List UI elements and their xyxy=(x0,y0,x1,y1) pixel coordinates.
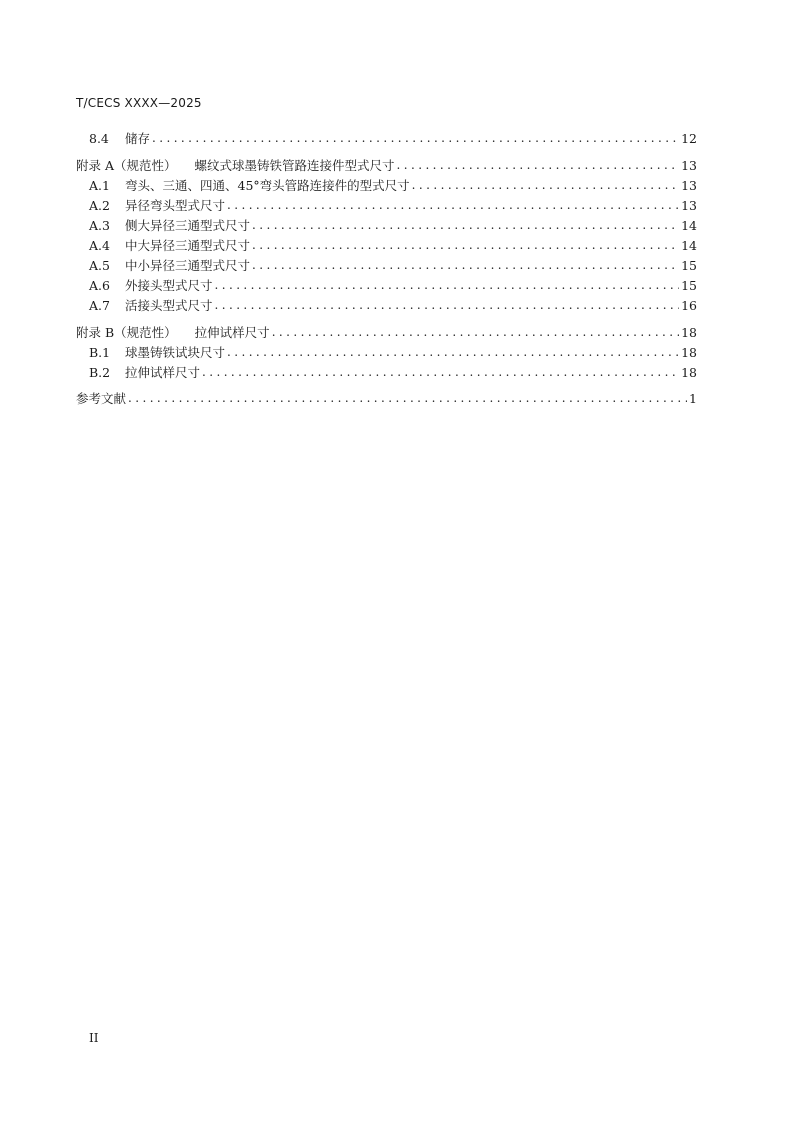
toc-leader-dots xyxy=(202,367,679,379)
toc-entry-title: 中大异径三通型式尺寸 xyxy=(125,238,251,253)
toc-entry-title: 活接头型式尺寸 xyxy=(125,298,213,313)
toc-entry-page: 14 xyxy=(681,238,697,253)
toc-leader-dots xyxy=(397,160,680,172)
toc-entry-title: 外接头型式尺寸 xyxy=(125,278,213,293)
toc-entry-a-4[interactable] xyxy=(89,238,697,254)
toc-entry-a-2[interactable] xyxy=(89,198,697,214)
toc-entry-references[interactable] xyxy=(76,391,697,407)
toc-entry-b-1[interactable] xyxy=(89,345,697,361)
toc-entry-title: 储存 xyxy=(125,131,151,146)
toc-leader-dots xyxy=(272,327,679,339)
toc-entry-page: 1 xyxy=(689,391,697,406)
toc-entry-number: A.4 xyxy=(89,238,110,253)
toc-entry-number: A.5 xyxy=(89,258,110,273)
toc-entry-number: A.2 xyxy=(89,198,110,213)
toc-entry-title: 参考文献 xyxy=(76,391,127,406)
toc-entry-number: 附录 B（规范性） xyxy=(76,325,177,340)
toc-entry-page: 15 xyxy=(681,258,697,273)
toc-leader-dots xyxy=(252,240,679,252)
toc-entry-page: 16 xyxy=(681,298,697,313)
toc-entry-a-1[interactable] xyxy=(89,178,697,194)
toc-entry-b-2[interactable] xyxy=(89,365,697,381)
toc-leader-dots xyxy=(412,180,679,192)
toc-entry-page: 13 xyxy=(681,178,697,193)
toc-entry-page: 18 xyxy=(681,365,697,380)
toc-entry-title: 侧大异径三通型式尺寸 xyxy=(125,218,251,233)
toc-entry-page: 13 xyxy=(681,158,697,173)
toc-entry-number: B.2 xyxy=(89,365,111,380)
toc-entry-page: 14 xyxy=(681,218,697,233)
document-code-header: T/CECS XXXX—2025 xyxy=(76,96,202,110)
toc-entry-number: A.6 xyxy=(89,278,110,293)
toc-entry-number: 8.4 xyxy=(89,131,109,146)
toc-leader-dots xyxy=(215,280,680,292)
toc-entry-title: 球墨铸铁试块尺寸 xyxy=(125,345,226,360)
toc-entry-page: 18 xyxy=(681,325,697,340)
toc-leader-dots xyxy=(227,200,679,212)
toc-entry-number: A.3 xyxy=(89,218,110,233)
toc-entry-page: 15 xyxy=(681,278,697,293)
toc-entry-a-3[interactable] xyxy=(89,218,697,234)
toc-entry-title: 拉伸试样尺寸 xyxy=(125,365,201,380)
toc-entry-number: B.1 xyxy=(89,345,111,360)
toc-entry-title: 异径弯头型式尺寸 xyxy=(125,198,226,213)
toc-entry-appendix-a[interactable] xyxy=(76,158,697,174)
toc-leader-dots xyxy=(215,300,680,312)
toc-entry-a-5[interactable] xyxy=(89,258,697,274)
toc-entry-title: 弯头、三通、四通、45°弯头管路连接件的型式尺寸 xyxy=(125,178,410,193)
toc-entry-title: 中小异径三通型式尺寸 xyxy=(125,258,251,273)
toc-entry-number: 附录 A（规范性） xyxy=(76,158,177,173)
toc-leader-dots xyxy=(252,260,679,272)
toc-entry-page: 13 xyxy=(681,198,697,213)
toc-leader-dots xyxy=(227,347,679,359)
toc-entry-number: A.1 xyxy=(89,178,110,193)
toc-entry-title: 螺纹式球墨铸铁管路连接件型式尺寸 xyxy=(194,158,395,173)
toc-entry-a-7[interactable] xyxy=(89,298,697,314)
toc-entry-a-6[interactable] xyxy=(89,278,697,294)
toc-leader-dots xyxy=(128,393,687,405)
toc-entry-page: 12 xyxy=(681,131,697,146)
toc-leader-dots xyxy=(252,220,679,232)
toc-leader-dots xyxy=(152,133,679,145)
toc-entry-page: 18 xyxy=(681,345,697,360)
page-number-footer: II xyxy=(89,1031,99,1045)
toc-entry-number: A.7 xyxy=(89,298,110,313)
toc-entry-8-4[interactable] xyxy=(89,131,697,147)
toc-entry-title: 拉伸试样尺寸 xyxy=(194,325,270,340)
toc-entry-appendix-b[interactable] xyxy=(76,325,697,341)
